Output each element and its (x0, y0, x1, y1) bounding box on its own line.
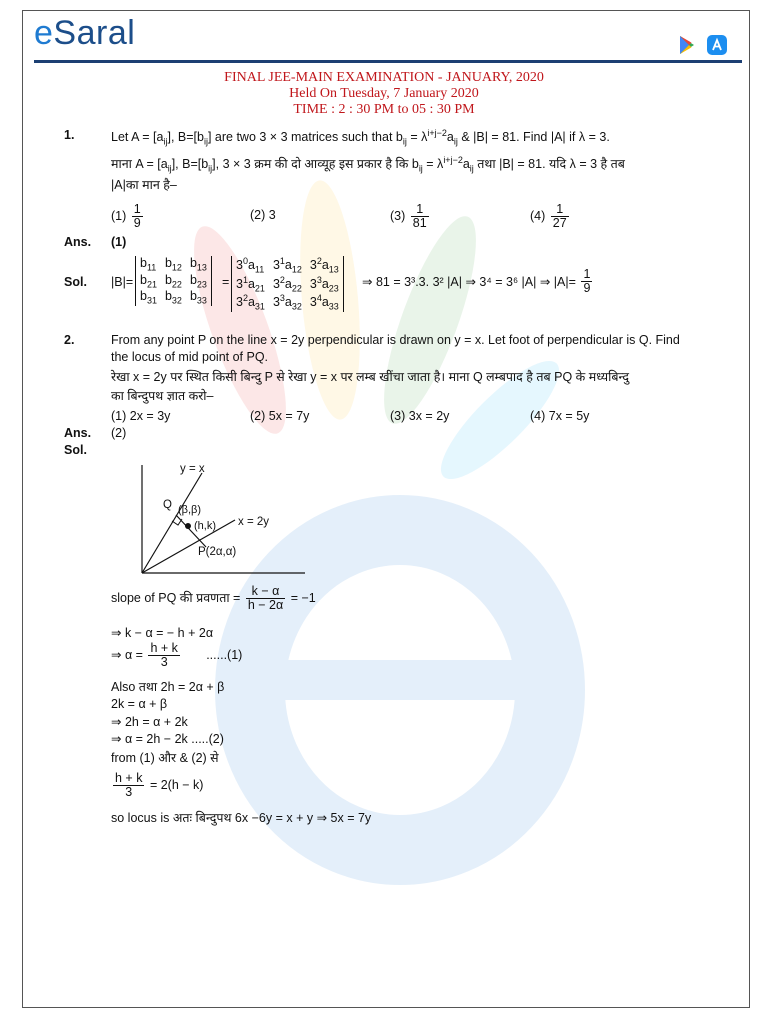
q2-sol-label: Sol. (64, 443, 87, 457)
q2-slope: slope of PQ की प्रवणता = $\frac{k - \alpha}{h - 2\alpha}$ = −1 (111, 584, 316, 612)
q1-option-3[interactable]: (3) $\frac{1}{81}$ (390, 202, 427, 230)
q1-sol-rest: ⇒ 81 = 3³.3. 3² |A| ⇒ 3⁴ = 3⁶ |A| ⇒ |A|= $\frac{1}{9}$ (362, 267, 591, 295)
q2-line-6: ⇒ α = 2h − 2k .....(2) (111, 732, 224, 746)
q2-line-5: ⇒ 2h = α + 2k (111, 715, 188, 729)
header-rule (34, 60, 742, 63)
fig-label-Q: Q (163, 499, 172, 511)
fig-label-P: P(2α,α) (198, 546, 237, 558)
q2-option-4[interactable]: (4) 7x = 5y (530, 409, 590, 423)
fig-label-yx: y = x (180, 463, 205, 475)
q1-english: Let $A = [a_{ij}]$, $B=[b_{ij}]$ are two 3 × 3 matrices such that $b_{ij} = \lambda^{i+j-2}a_{ij}$ & |B| = 81. Find |A| if λ = 3. (111, 128, 610, 147)
q1-sol-B: |B|= (111, 275, 134, 289)
q2-line-1: ⇒ k − α = − h + 2α (111, 626, 214, 640)
q1-option-2[interactable]: (2) 3 (250, 208, 276, 222)
line-y-eq-x (142, 473, 202, 573)
q2-english-2: the locus of mid point of PQ. (111, 350, 269, 364)
q2-line-2: ⇒ α = $\frac{h + k}{3}$ ......(1) (111, 641, 243, 669)
exam-title: FINAL JEE-MAIN EXAMINATION - JANUARY, 2020 (224, 70, 544, 85)
matrix-B: $b_{11}$ $b_{12}$ $b_{13}$ $b_{21}$ $b_{22}$ $b_{23}$ $b_{31}$ $b_{32}$ $b_{33}$ (135, 256, 212, 306)
midpoint-dot (185, 523, 191, 529)
fig-label-x2y: x = 2y (238, 516, 270, 528)
q2-line-7: from (1) और & (2) से (111, 751, 219, 765)
q2-answer: (2) (111, 426, 127, 440)
q2-figure (130, 455, 310, 580)
q1-option-4[interactable]: (4) $\frac{1}{27}$ (530, 202, 567, 230)
logo-e: e (34, 14, 54, 52)
q2-hindi-1: रेखा x = 2y पर स्थित किसी बिन्दु P से रेखा y = x पर लम्ब खींचा जाता है। माना Q लम्बपाद है तब PQ के मध्यबिन्दु (111, 370, 630, 384)
google-play-icon[interactable] (676, 34, 698, 56)
q2-ans-label: Ans. (64, 426, 92, 440)
q2-line-9: so locus is अतः बिन्दुपथ 6x −6y = x + y ⇒ 5x = 7y (111, 811, 372, 825)
fig-label-beta: (β,β) (178, 504, 202, 516)
q2-english-1: From any point P on the line x = 2y perpendicular is drawn on y = x. Let foot of perpendicular is Q. Find (111, 333, 680, 347)
q2-line-3: Also तथा 2h = 2α + β (111, 680, 225, 694)
q2-option-1[interactable]: (1) 2x = 3y (111, 409, 171, 423)
logo-text: Saral (53, 14, 136, 52)
q2-option-3[interactable]: (3) 3x = 2y (390, 409, 450, 423)
q1-number: 1. (64, 128, 75, 142)
q1-hindi-line2: |A|का मान है– (111, 178, 177, 192)
fig-label-hk: (h,k) (194, 520, 216, 532)
app-store-icon[interactable] (706, 34, 728, 56)
q1-hindi: माना $A = [a_{ij}]$, $B=[b_{ij}]$, 3 × 3 क्रम की दो आव्यूह इस प्रकार है कि $b_{ij} = \lambda^{i+j-2}a_{ij}$ तथा |B| = 81. यदि λ = 3 है तब (111, 155, 625, 174)
q2-number: 2. (64, 333, 75, 347)
q1-option-1[interactable]: (1) $\frac{1}{9}$ (111, 202, 141, 230)
q2-line-4: 2k = α + β (111, 697, 168, 711)
esaral-logo[interactable] (34, 14, 135, 53)
exam-date: Held On Tuesday, 7 January 2020 (289, 86, 479, 101)
q2-hindi-2: का बिन्दुपथ ज्ञात करो– (111, 389, 214, 403)
matrix-A-scaled: $3^0a_{11}$ $3^1a_{12}$ $3^2a_{13}$ $3^1a_{21}$ $3^2a_{22}$ $3^3a_{23}$ $3^2a_{31}$ $3^3a_{32}$ $3^4a_{33}$ (231, 256, 344, 312)
q1-answer: (1) (111, 235, 127, 249)
q1-sol-label: Sol. (64, 275, 87, 289)
exam-time: TIME : 2 : 30 PM to 05 : 30 PM (293, 102, 475, 117)
q2-line-8: $\frac{h + k}{3}$ = 2(h − k) (115, 771, 204, 799)
q1-ans-label: Ans. (64, 235, 92, 249)
q2-option-2[interactable]: (2) 5x = 7y (250, 409, 310, 423)
q1-sol-eq: = (222, 275, 230, 289)
